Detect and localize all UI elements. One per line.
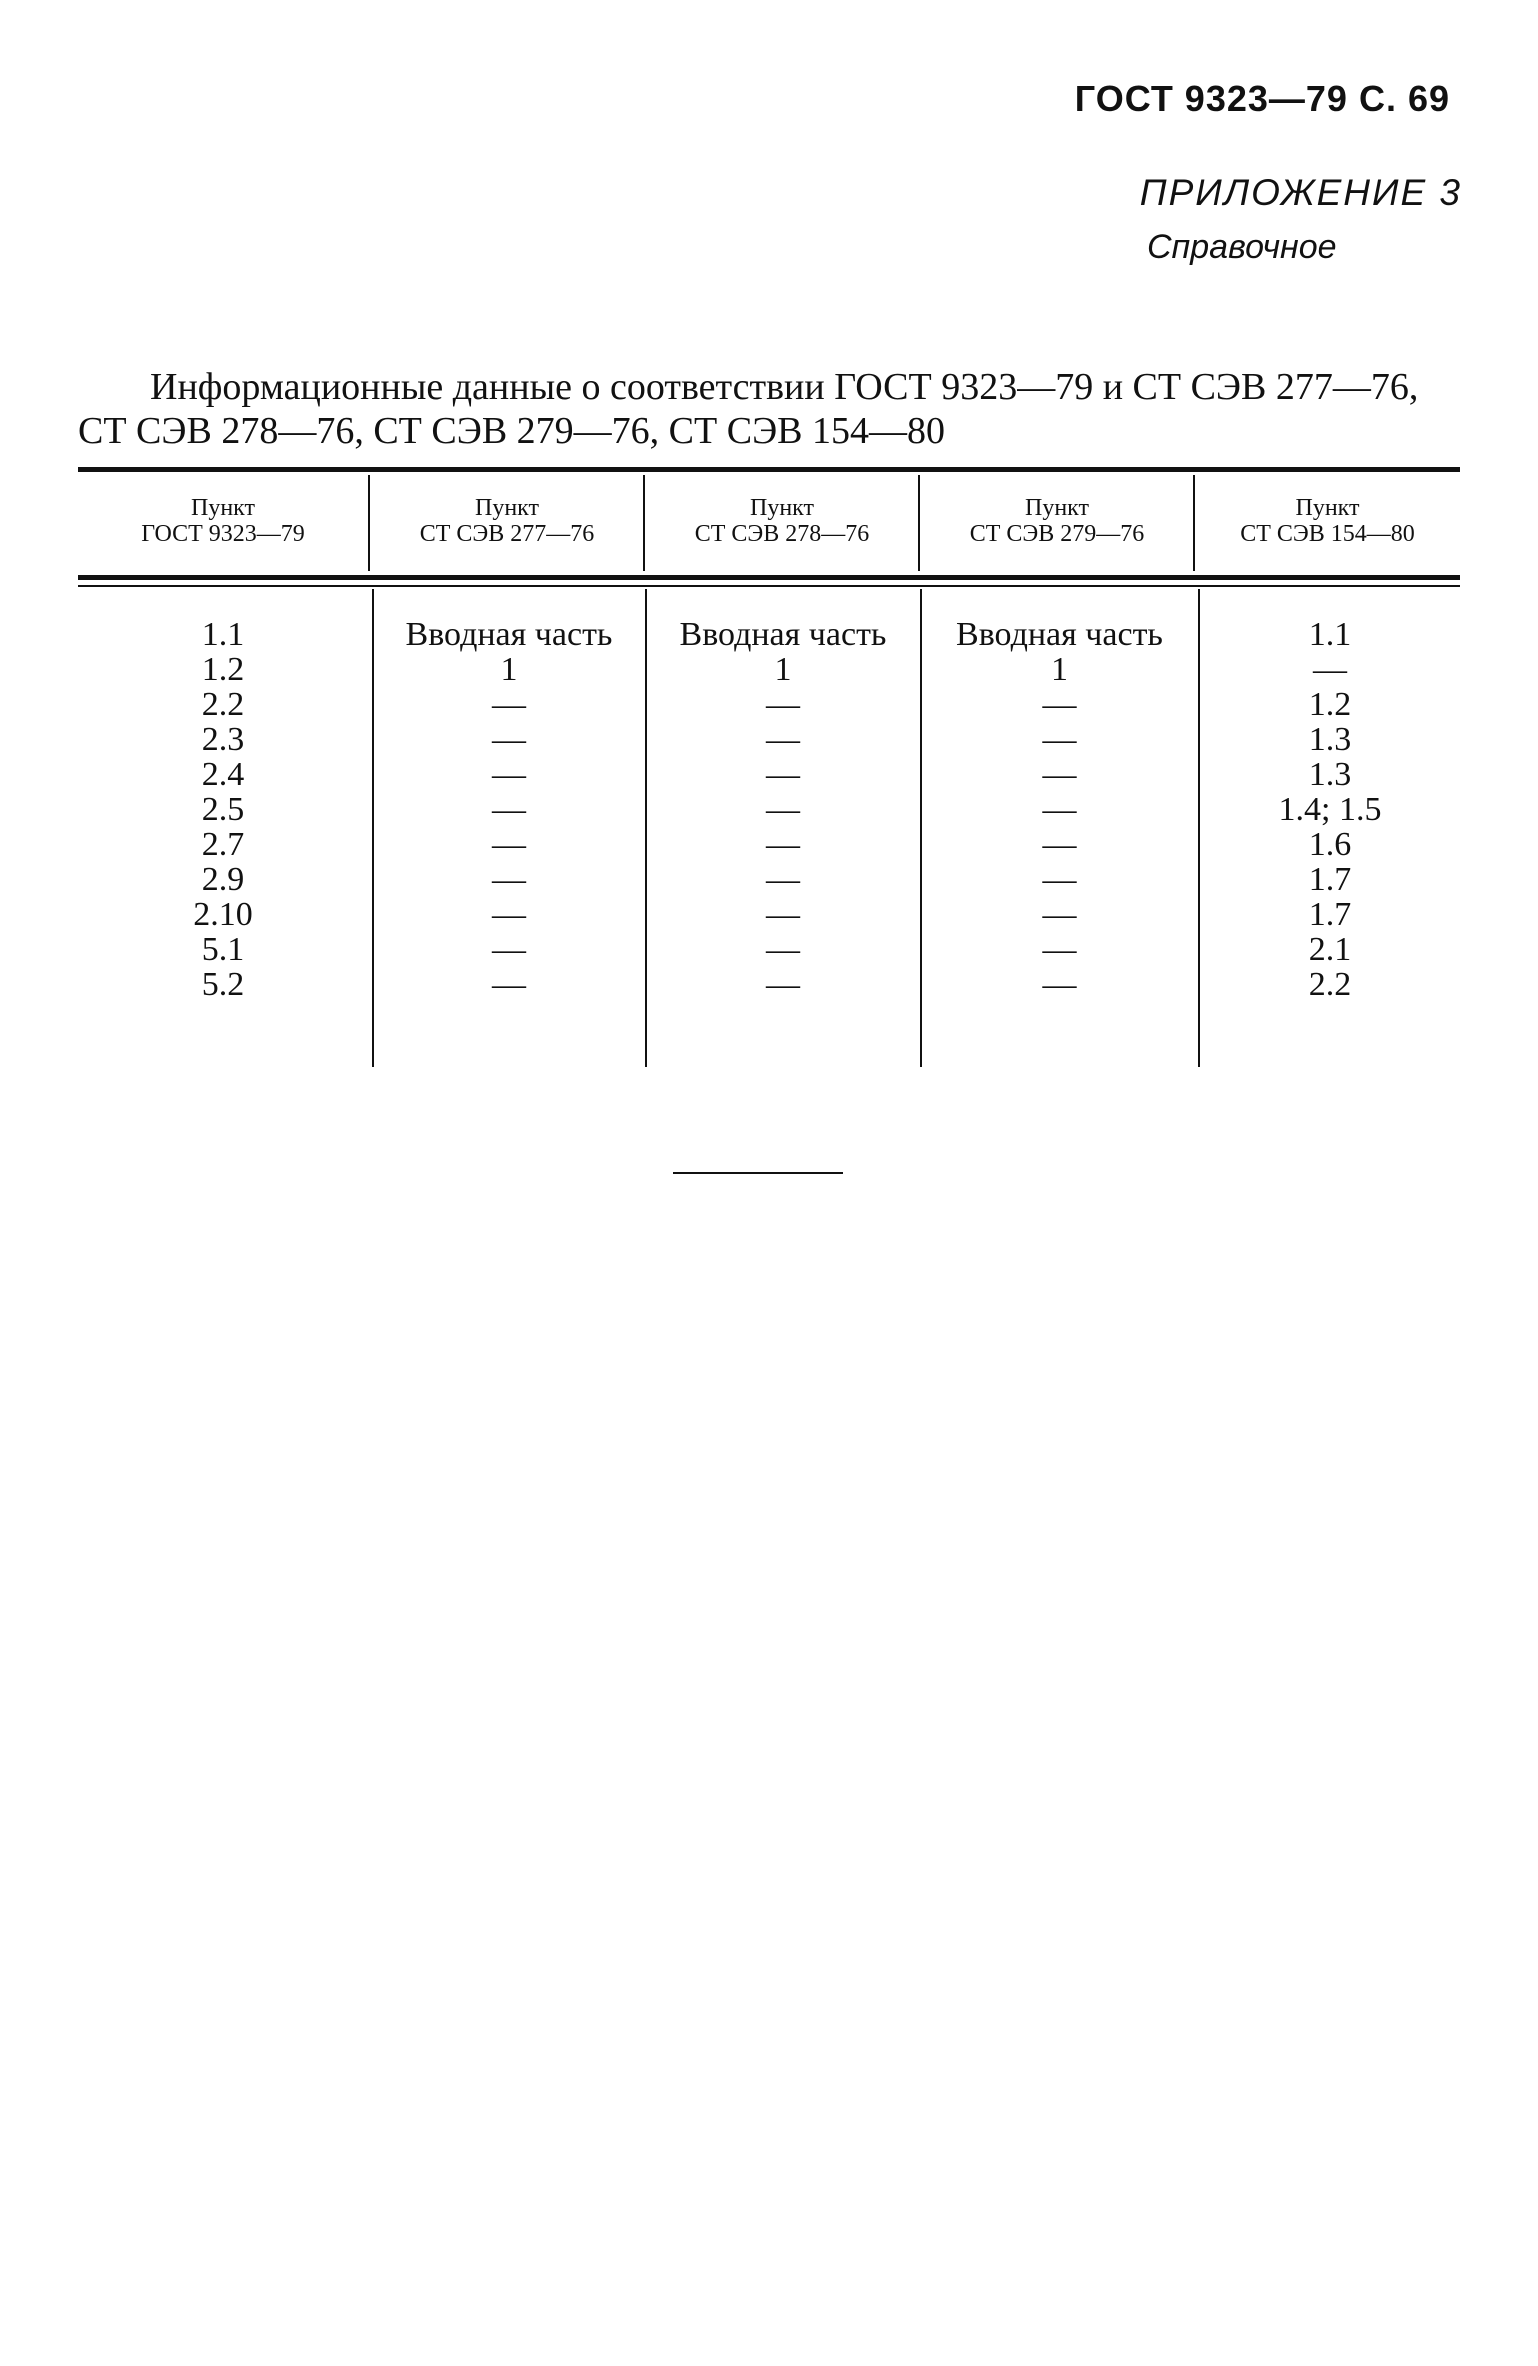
correspondence-table — [78, 467, 1460, 1067]
cell-st-sev-154: 1.6 — [1308, 826, 1352, 863]
table-row — [78, 722, 1460, 757]
cell-gost: 1.1 — [201, 616, 245, 653]
cell-gost: 1.2 — [201, 651, 245, 688]
cell-st-sev-279: — — [1042, 686, 1077, 723]
page-header: ГОСТ 9323—79 С. 69 — [1074, 78, 1450, 119]
cell-st-sev-277: — — [492, 791, 526, 828]
table-header-double-rule — [78, 585, 1460, 587]
cell-st-sev-278: — — [766, 791, 800, 828]
table-row — [78, 932, 1460, 967]
cell-st-sev-154: 1.2 — [1308, 686, 1352, 723]
header-divider-3 — [918, 475, 920, 571]
appendix-title: ПРИЛОЖЕНИЕ 3 — [1139, 172, 1462, 213]
cell-st-sev-154: 1.3 — [1308, 756, 1352, 793]
cell-st-sev-279: — — [1042, 791, 1077, 828]
cell-st-sev-154: — — [1313, 651, 1347, 688]
cell-gost: 2.9 — [201, 861, 245, 898]
cell-st-sev-277: — — [492, 686, 526, 723]
table-row — [78, 687, 1460, 722]
cell-st-sev-154: 1.1 — [1308, 616, 1352, 653]
column-header-gost: Пункт ГОСТ 9323—79 — [141, 495, 305, 547]
column-header-st-sev-154: Пункт СТ СЭВ 154—80 — [1240, 495, 1415, 547]
table-row — [78, 827, 1460, 862]
cell-st-sev-277: 1 — [500, 651, 518, 688]
cell-st-sev-277: — — [492, 756, 526, 793]
table-row — [78, 862, 1460, 897]
header-divider-4 — [1193, 475, 1195, 571]
cell-st-sev-278: — — [766, 686, 800, 723]
cell-st-sev-278: Вводная часть — [679, 616, 887, 653]
column-header-st-sev-279: Пункт СТ СЭВ 279—76 — [969, 495, 1145, 547]
cell-st-sev-277: — — [492, 721, 526, 758]
table-row — [78, 792, 1460, 827]
table-row — [78, 757, 1460, 792]
table-top-rule — [78, 467, 1460, 472]
cell-st-sev-154: 1.3 — [1308, 721, 1352, 758]
table-row — [78, 652, 1460, 687]
table-header-bottom-rule — [78, 575, 1460, 580]
cell-st-sev-277: — — [492, 826, 526, 863]
cell-st-sev-278: — — [766, 826, 800, 863]
table-row — [78, 897, 1460, 932]
cell-st-sev-154: 2.1 — [1308, 931, 1352, 968]
end-of-appendix-rule — [673, 1172, 843, 1174]
cell-gost: 5.2 — [201, 966, 245, 1003]
cell-gost: 2.2 — [201, 686, 245, 723]
cell-st-sev-277: — — [492, 931, 526, 968]
cell-gost: 2.10 — [193, 896, 253, 933]
cell-st-sev-278: — — [766, 861, 800, 898]
header-divider-2 — [643, 475, 645, 571]
column-header-st-sev-277: Пункт СТ СЭВ 277—76 — [419, 495, 595, 547]
cell-st-sev-278: — — [766, 896, 800, 933]
cell-st-sev-279: Вводная часть — [956, 616, 1163, 653]
header-divider-1 — [368, 475, 370, 571]
cell-st-sev-279: — — [1042, 721, 1077, 758]
table-body — [78, 617, 1460, 1002]
document-title-line-2: СТ СЭВ 278—76, СТ СЭВ 279—76, СТ СЭВ 154—80 — [78, 410, 946, 452]
cell-st-sev-278: — — [766, 756, 800, 793]
table-row — [78, 967, 1460, 1002]
cell-gost: 2.7 — [201, 826, 245, 863]
cell-st-sev-277: — — [492, 896, 526, 933]
cell-st-sev-278: — — [766, 721, 800, 758]
table-row — [78, 617, 1460, 652]
cell-st-sev-279: — — [1042, 861, 1077, 898]
cell-st-sev-278: — — [766, 966, 800, 1003]
cell-st-sev-277: — — [492, 861, 526, 898]
document-title-line-1: Информационные данные о соответствии ГОСТ 9323—79 и СТ СЭВ 277—76, — [150, 366, 1419, 408]
cell-st-sev-277: Вводная часть — [405, 616, 613, 653]
cell-gost: 2.5 — [201, 791, 245, 828]
cell-st-sev-279: — — [1042, 756, 1077, 793]
cell-st-sev-277: — — [492, 966, 526, 1003]
cell-st-sev-278: — — [766, 931, 800, 968]
cell-st-sev-154: 1.7 — [1308, 861, 1352, 898]
cell-st-sev-279: — — [1042, 931, 1077, 968]
cell-st-sev-154: 1.7 — [1308, 896, 1352, 933]
appendix-subtitle: Справочное — [1147, 228, 1337, 266]
document-title — [78, 365, 1468, 453]
cell-gost: 5.1 — [201, 931, 245, 968]
cell-gost: 2.3 — [201, 721, 245, 758]
cell-st-sev-154: 2.2 — [1308, 966, 1352, 1003]
cell-st-sev-154: 1.4; 1.5 — [1278, 791, 1382, 828]
cell-st-sev-279: 1 — [1051, 651, 1068, 688]
cell-st-sev-279: — — [1042, 826, 1077, 863]
cell-gost: 2.4 — [201, 756, 245, 793]
table-header-row — [78, 495, 1460, 575]
cell-st-sev-279: — — [1042, 896, 1077, 933]
column-header-st-sev-278: Пункт СТ СЭВ 278—76 — [694, 495, 870, 547]
cell-st-sev-279: — — [1042, 966, 1077, 1003]
cell-st-sev-278: 1 — [774, 651, 792, 688]
